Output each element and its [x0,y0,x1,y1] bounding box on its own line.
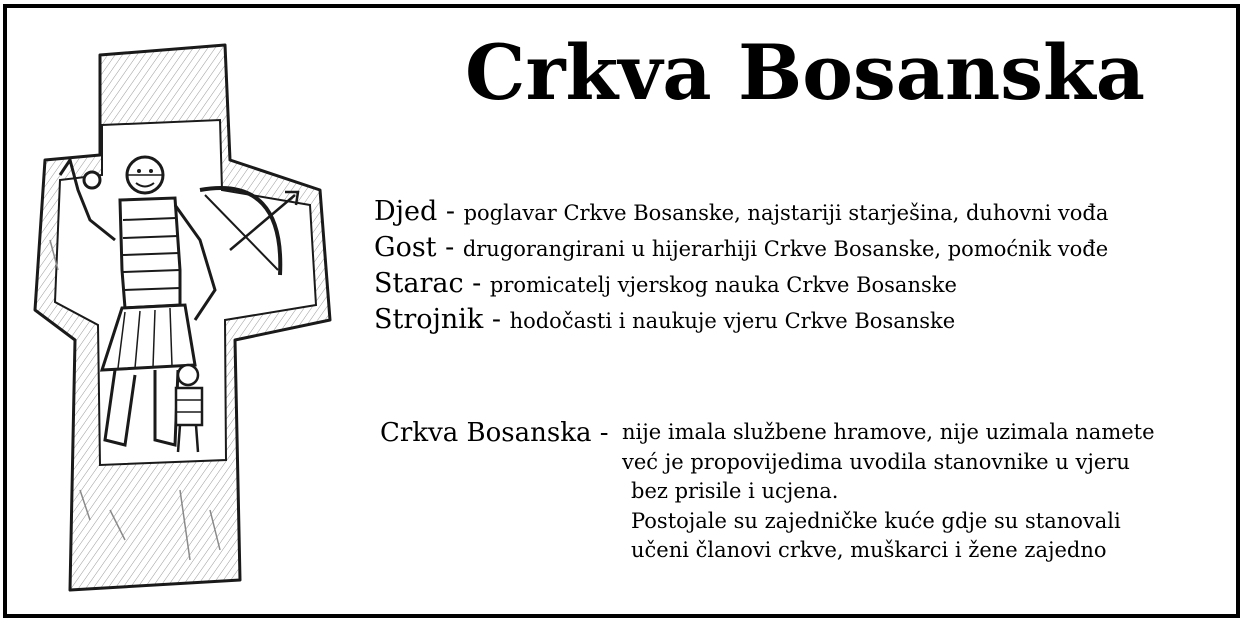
about-term [380,418,617,448]
page-title: Crkva Bosanska [465,28,1145,117]
about-line: nije imala službene hramove, nije uzimala namete [622,420,1155,444]
role-item-gost [374,230,1108,266]
about-term-text: Crkva Bosanska [380,418,592,448]
role-separator: - [483,304,510,335]
role-list [374,194,1108,338]
role-description: poglavar Crkve Bosanske, najstariji starješina, duhovni vođa [463,201,1109,225]
role-description: hodočasti i naukuje vjeru Crkve Bosanske [509,309,956,333]
about-line: već je propovijedima uvodila stanovnike u vjeru [622,449,1130,474]
role-separator: - [436,232,463,263]
hand-ring [84,172,100,188]
role-term: Starac [374,268,464,299]
role-separator: - [463,268,490,299]
role-item-starac [374,266,1108,302]
role-separator: - [437,196,464,227]
about-line: bez prisile i ucjena. [631,479,839,503]
role-term: Gost [374,232,437,263]
child-head [178,365,198,385]
stecak-cross-illustration [30,40,340,600]
about-line: Postojale su zajedničke kuće gdje su stanovali [631,508,1121,533]
about-separator: - [591,418,617,448]
role-item-djed [374,194,1108,230]
about-text [622,418,1155,566]
role-item-strojnik [374,302,1108,338]
role-term: Djed [374,196,438,227]
role-description: drugorangirani u hijerarhiji Crkve Bosanske, pomoćnik vođe [462,237,1109,261]
role-term: Strojnik [374,304,484,335]
about-line: učeni članovi crkve, muškarci i žene zajedno [631,538,1107,562]
role-description: promicatelj vjerskog nauka Crkve Bosanske [489,273,957,297]
child-body [176,388,202,425]
